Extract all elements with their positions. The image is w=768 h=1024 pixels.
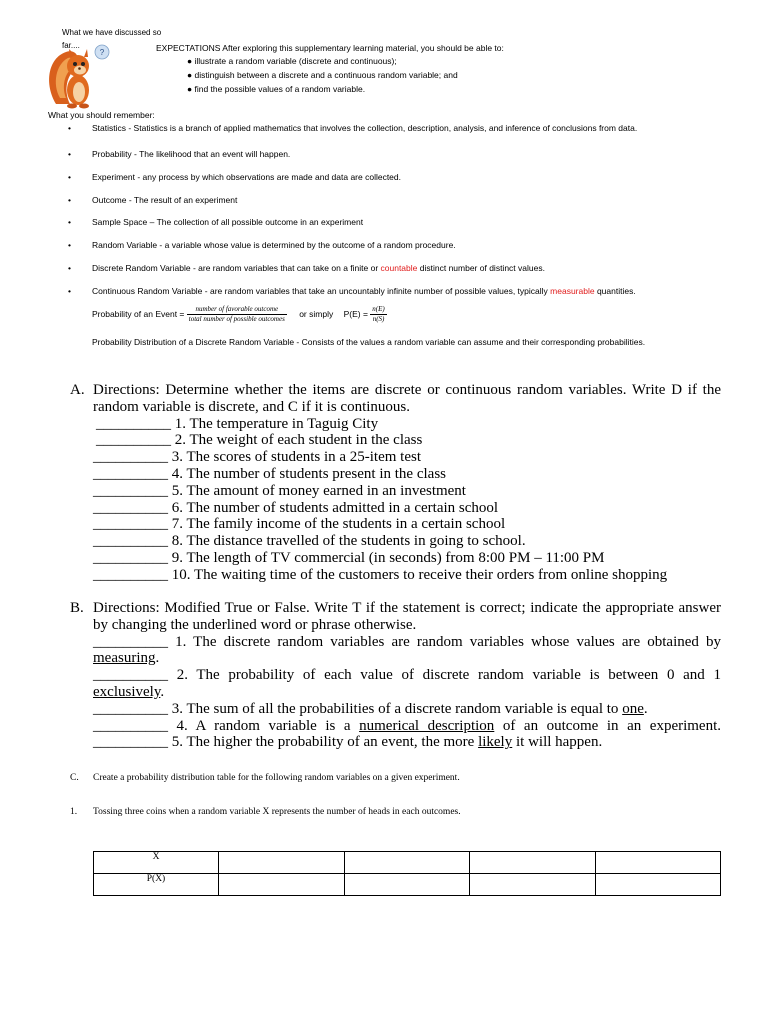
answer-blank[interactable]: __________ xyxy=(93,566,168,583)
formula-label: Probability of an Event = xyxy=(92,308,185,319)
answer-blank[interactable]: __________ xyxy=(93,667,168,684)
bullet: • xyxy=(68,195,71,205)
section-b-directions-line2: by changing the underlined word or phrase otherwise. xyxy=(93,616,417,633)
section-c-text: Create a probability distribution table for the following random variables on a given experiment. xyxy=(93,773,460,783)
expectation-item-3: ● find the possible values of a random variable. xyxy=(187,84,366,94)
expectation-item-1: ● illustrate a random variable (discrete and continuous); xyxy=(187,56,397,66)
table-cell[interactable] xyxy=(344,874,470,896)
highlight-measurable: measurable xyxy=(550,286,595,296)
section-c-item-number: 1. xyxy=(70,807,78,817)
row-label-px: P(X) xyxy=(94,874,219,896)
section-a-item-10: __________ 10. The waiting time of the customers to receive their orders from online shopping xyxy=(93,566,668,583)
definition-text: Random Variable - a variable whose value is determined by the outcome of a random procedure. xyxy=(92,240,456,250)
section-b-item-4: __________ 4. A random variable is a numerical description of an outcome in an experiment. xyxy=(93,717,722,734)
header-discussed-text: What we have discussed so xyxy=(62,28,162,37)
definition-text: Experiment - any process by which observations are made and data are collected. xyxy=(92,172,401,182)
section-b-item-2-cont: exclusively. xyxy=(93,683,165,700)
answer-blank[interactable]: __________ xyxy=(93,717,168,734)
section-b-item-1-cont: measuring. xyxy=(93,650,160,667)
section-a-label: A. xyxy=(70,382,85,398)
section-a-item-4: __________ 4. The number of students present in the class xyxy=(93,465,446,482)
bullet: • xyxy=(68,286,71,296)
probability-formula xyxy=(92,305,387,324)
section-a-item-1: __________ 1. The temperature in Taguig City xyxy=(96,415,379,432)
bullet: • xyxy=(68,240,71,250)
definition-text: Probability - The likelihood that an event will happen. xyxy=(92,149,291,159)
answer-blank[interactable]: __________ xyxy=(93,499,168,516)
table-cell[interactable] xyxy=(470,874,596,896)
answer-blank[interactable]: __________ xyxy=(96,432,171,449)
bullet: • xyxy=(68,217,71,227)
definition-text: Sample Space – The collection of all possible outcome in an experiment xyxy=(92,217,364,227)
definition-text: Discrete Random Variable - are random variables that can take on a finite or countable distinct number of distinct values. xyxy=(92,263,545,273)
underlined-phrase: numerical description xyxy=(359,717,495,734)
bullet: • xyxy=(68,263,71,273)
definition-text: Outcome - The result of an experiment xyxy=(92,195,238,205)
definition-text: Continuous Random Variable - are random variables that take an uncountably infinite number of possible values, typically measurable quantities. xyxy=(92,286,636,296)
underlined-phrase: exclusively xyxy=(93,683,161,700)
formula-fraction: $\frac{\text{number of favorable outcome}}{\text{total number of possible outcomes}}$ xyxy=(188,305,285,323)
section-a-item-2: __________ 2. The weight of each student in the class xyxy=(96,432,423,449)
underlined-phrase: measuring xyxy=(93,650,156,667)
section-a-item-9: __________ 9. The length of TV commercial (in seconds) from 8:00 PM – 11:00 PM xyxy=(93,549,605,566)
answer-blank[interactable]: __________ xyxy=(93,465,168,482)
answer-blank[interactable]: __________ xyxy=(93,549,168,566)
definition-text: Statistics - Statistics is a branch of applied mathematics that involves the collection, description, analysis, and inference of conclusions from data. xyxy=(92,123,638,133)
expectations-title: EXPECTATIONS After exploring this supplementary learning material, you should be able to: xyxy=(156,43,504,53)
squirrel-mascot-icon xyxy=(44,44,116,112)
table-cell[interactable] xyxy=(344,852,470,874)
table-row-px xyxy=(94,874,721,896)
table-row-x xyxy=(94,852,721,874)
section-c-label: C. xyxy=(70,773,79,783)
table-cell[interactable] xyxy=(595,852,721,874)
section-a-item-3: __________ 3. The scores of students in a 25-item test xyxy=(93,449,422,466)
row-label-x: X xyxy=(94,852,219,874)
section-c-item-text: Tossing three coins when a random variable X represents the number of heads in each outcomes. xyxy=(93,807,461,817)
formula-pe-label: P(E) = xyxy=(343,308,368,319)
answer-blank[interactable]: __________ xyxy=(93,533,168,550)
remember-heading: What you should remember: xyxy=(48,110,155,120)
header-far-text: far.... xyxy=(62,41,80,50)
underlined-phrase: likely xyxy=(478,734,513,751)
section-a-item-8: __________ 8. The distance travelled of the students in going to school. xyxy=(93,533,526,550)
section-a-item-5: __________ 5. The amount of money earned in an investment xyxy=(93,482,466,499)
section-b-item-3: __________ 3. The sum of all the probabilities of a discrete random variable is equal to one. xyxy=(93,700,648,717)
highlight-countable: countable xyxy=(380,263,418,273)
section-a-directions-line2: random variable is discrete, and C if it is continuous. xyxy=(93,398,411,415)
table-cell[interactable] xyxy=(470,852,596,874)
answer-blank[interactable]: __________ xyxy=(93,734,168,751)
section-b-item-5: __________ 5. The higher the probability of an event, the more likely it will happen. xyxy=(93,734,603,751)
section-b-item-1: __________ 1. The discrete random variables are random variables whose values are obtained by xyxy=(93,633,721,650)
definition-probability-distribution: Probability Distribution of a Discrete Random Variable - Consists of the values a random variable can assume and their corresponding probabilities. xyxy=(92,337,646,347)
answer-blank[interactable]: __________ xyxy=(93,482,168,499)
answer-blank[interactable]: __________ xyxy=(93,700,168,717)
table-cell[interactable] xyxy=(219,852,345,874)
section-a-body xyxy=(93,382,721,584)
section-a-item-6: __________ 6. The number of students admitted in a certain school xyxy=(93,499,499,516)
formula-pe-fraction: $\frac{n(E)}{n(S)}$ xyxy=(372,305,385,323)
section-b-label: B. xyxy=(70,600,84,616)
bullet: • xyxy=(68,149,71,159)
table-cell[interactable] xyxy=(219,874,345,896)
table-cell[interactable] xyxy=(595,874,721,896)
answer-blank[interactable]: __________ xyxy=(93,516,168,533)
answer-blank[interactable]: __________ xyxy=(93,633,168,650)
answer-blank[interactable]: __________ xyxy=(93,449,168,466)
section-a-directions-line1: Directions: Determine whether the items are discrete or continuous random variables. Write D if the xyxy=(93,382,721,398)
formula-or-simply: or simply xyxy=(299,308,334,319)
section-b-item-2: __________ 2. The probability of each value of discrete random variable is between 0 and 1 xyxy=(93,667,721,684)
bullet: • xyxy=(68,172,71,182)
section-b-body xyxy=(93,600,721,751)
bullet: • xyxy=(68,123,71,133)
section-b-directions-line1: Directions: Modified True or False. Write T if the statement is correct; indicate the appropriate answer xyxy=(93,600,721,616)
expectation-item-2: ● distinguish between a discrete and a continuous random variable; and xyxy=(187,70,458,80)
section-a-item-7: __________ 7. The family income of the students in a certain school xyxy=(93,516,506,533)
underlined-phrase: one xyxy=(622,700,644,717)
question-mark-icon: ? xyxy=(99,48,105,57)
probability-distribution-table xyxy=(93,851,721,896)
answer-blank[interactable]: __________ xyxy=(96,415,171,432)
